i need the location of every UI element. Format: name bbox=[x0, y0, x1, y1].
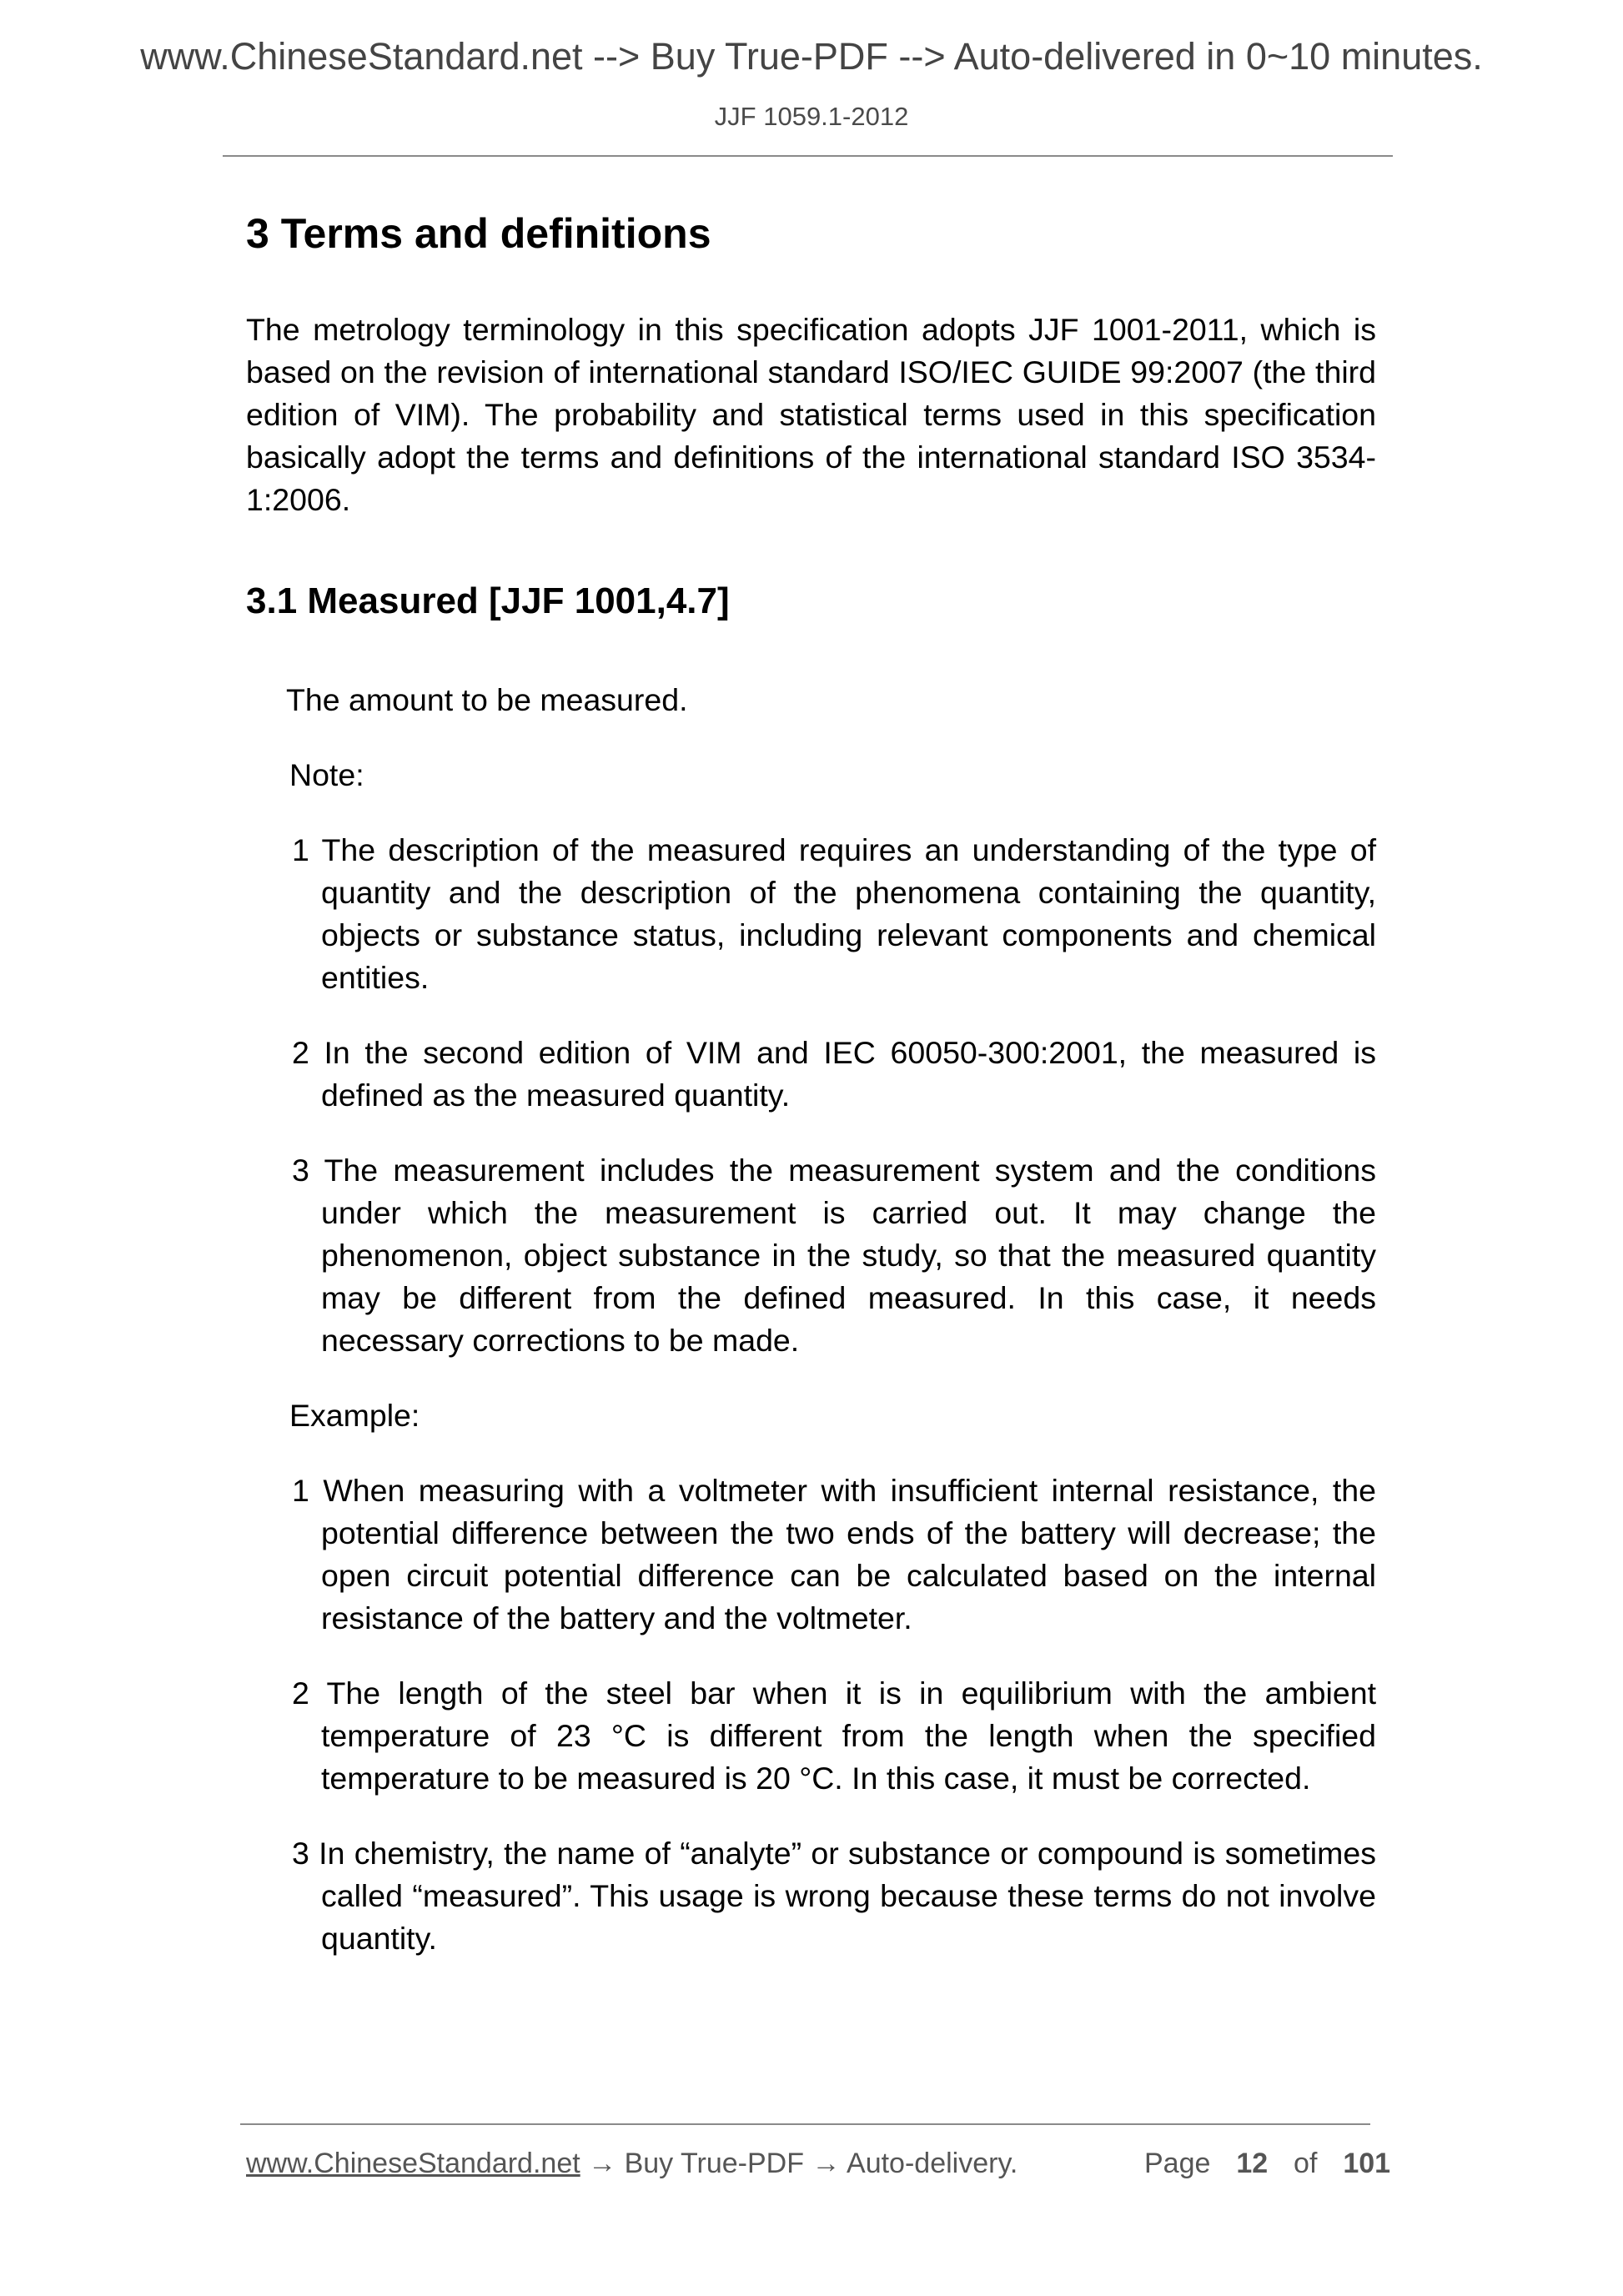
delivery-text: Auto-delivery. bbox=[847, 2148, 1018, 2179]
example-text: The length of the steel bar when it is in equilibrium with the ambient temperature of 23 °C is different from the length when the specified temperature to be measured is 20 °C. In this case, it must be corrected. bbox=[321, 1676, 1376, 1796]
website-link[interactable]: www.ChineseStandard.net bbox=[246, 2148, 580, 2179]
section-intro-paragraph: The metrology terminology in this specification adopts JJF 1001-2011, which is based on the revision of international standard ISO/IEC GUIDE 99:2007 (the third edition of VIM). The probability and statistical terms used in this specification basically adopt the terms and definitions of the international standard ISO 3534-1:2006. bbox=[246, 312, 1376, 517]
note-number: 3 bbox=[292, 1153, 309, 1188]
example-text: In chemistry, the name of “analyte” or substance or compound is sometimes called “measured”. This usage is wrong because these terms do not involve quantity. bbox=[319, 1836, 1376, 1956]
page-total: 101 bbox=[1343, 2148, 1391, 2179]
note-number: 1 bbox=[292, 832, 309, 867]
footer-divider bbox=[240, 2123, 1370, 2125]
note-number: 2 bbox=[292, 1035, 309, 1070]
buy-text: Buy True-PDF bbox=[624, 2148, 804, 2179]
arrow-right-icon: → bbox=[812, 2148, 841, 2179]
note-item bbox=[292, 1032, 1376, 1117]
example-number: 2 bbox=[292, 1676, 309, 1711]
note-text: The measurement includes the measurement system and the conditions under which the measurement is carried out. It may change the phenomenon, object substance in the study, so that the measured quantity may be different from the defined measured. In this case, it needs necessary corrections to be made. bbox=[321, 1153, 1376, 1358]
example-item bbox=[292, 1672, 1376, 1800]
subsection-title: 3.1 Measured [JJF 1001,4.7] bbox=[246, 580, 730, 621]
example-item bbox=[292, 1470, 1376, 1640]
note-item bbox=[292, 829, 1376, 999]
page-current: 12 bbox=[1236, 2148, 1269, 2179]
example-label: Example: bbox=[289, 1398, 420, 1433]
header-banner: www.ChineseStandard.net --> Buy True-PDF --> Auto-delivered in 0~10 minutes. bbox=[140, 35, 1483, 78]
arrow-right-icon: → bbox=[588, 2148, 617, 2179]
definition-text: The amount to be measured. bbox=[286, 682, 688, 717]
note-text: In the second edition of VIM and IEC 60050-300:2001, the measured is defined as the measured quantity. bbox=[321, 1035, 1376, 1113]
page-indicator bbox=[1144, 2145, 1390, 2182]
document-code: JJF 1059.1-2012 bbox=[714, 102, 909, 131]
example-number: 1 bbox=[292, 1473, 309, 1508]
footer-promo bbox=[246, 2145, 1018, 2182]
header-divider bbox=[223, 155, 1393, 157]
page-label: Page bbox=[1144, 2148, 1211, 2179]
section-title: 3 Terms and definitions bbox=[246, 210, 711, 257]
note-label: Note: bbox=[289, 757, 364, 792]
note-text: The description of the measured requires an understanding of the type of quantity and the description of the phenomena containing the quantity, objects or substance status, including relevant components and chemical entities. bbox=[321, 832, 1376, 995]
example-number: 3 bbox=[292, 1836, 309, 1871]
note-item bbox=[292, 1149, 1376, 1362]
page-of-label: of bbox=[1294, 2148, 1318, 2179]
example-text: When measuring with a voltmeter with insufficient internal resistance, the potential difference between the two ends of the battery will decrease; the open circuit potential difference can be calculated based on the internal resistance of the battery and the voltmeter. bbox=[321, 1473, 1377, 1635]
example-item bbox=[292, 1832, 1376, 1960]
